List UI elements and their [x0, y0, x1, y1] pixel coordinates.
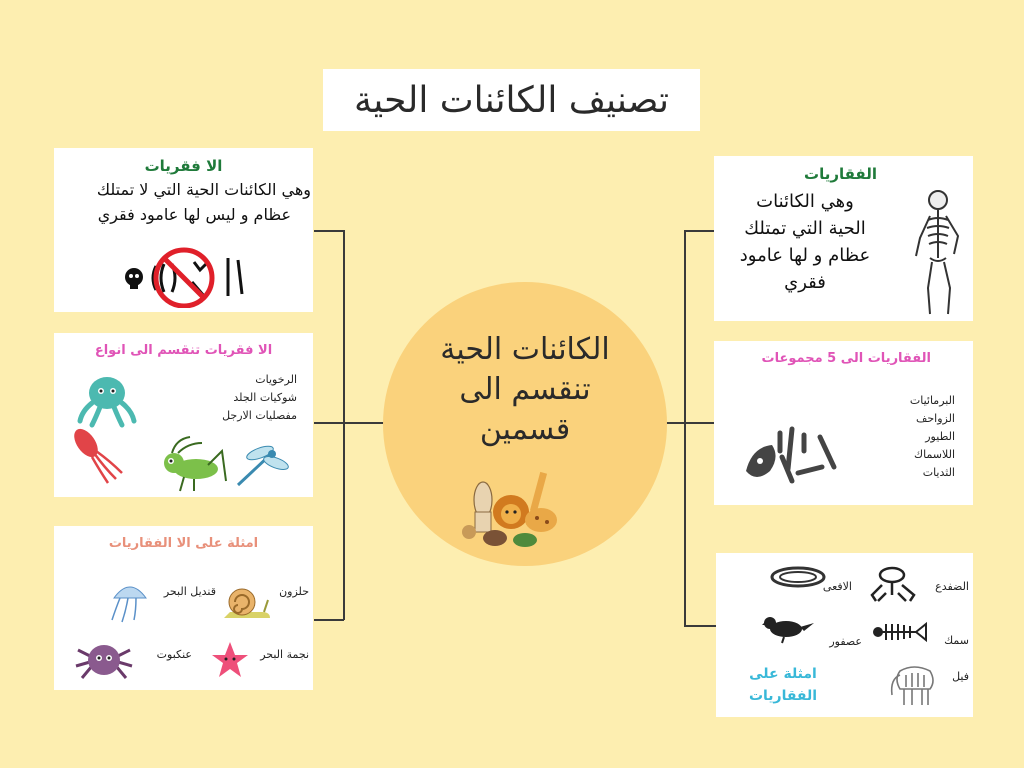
connector-right-mid — [666, 422, 714, 424]
label-frog: الضفدع — [935, 580, 969, 593]
page-title: تصنيف الكائنات الحية — [353, 79, 670, 121]
skeleton-icon — [910, 186, 970, 318]
snake-icon — [768, 563, 828, 591]
vert-group-5: الثديات — [922, 466, 955, 479]
invertebrates-heading: الا فقريات — [144, 157, 223, 175]
label-bird: عصفور — [829, 635, 862, 648]
title-box — [323, 69, 700, 131]
bones-icon — [742, 423, 842, 491]
vertebrates-desc-1: وهي الكائنات — [756, 191, 854, 212]
vert-group-1: البرمائيات — [909, 394, 955, 407]
label-starfish: نجمة البحر — [260, 648, 309, 661]
vertebrates-desc-4: فقري — [784, 272, 826, 293]
vert-group-3: الطيور — [925, 430, 955, 443]
invertebrates-card — [54, 148, 313, 312]
connector-right-top — [684, 230, 714, 232]
connector-left-top — [314, 230, 344, 232]
vertebrates-desc-3: عظام و لها عامود — [739, 245, 871, 266]
connector-left-mid — [314, 422, 384, 424]
vert-groups-card — [714, 341, 973, 505]
invert-examples-card — [54, 526, 313, 690]
jellyfish-icon — [106, 578, 154, 626]
animals-group-icon — [461, 462, 571, 552]
vert-group-2: الزواحف — [915, 412, 955, 425]
vert-examples-card — [716, 553, 973, 717]
frog-skeleton-icon — [866, 563, 920, 603]
connector-left-trunk — [343, 230, 345, 620]
label-jellyfish: قنديل البحر — [163, 585, 216, 598]
octopus-icon — [74, 373, 140, 431]
vert-group-4: اللاسماك — [914, 448, 955, 461]
spider-icon — [74, 636, 134, 682]
no-bones-icon — [120, 244, 250, 308]
grasshopper-icon — [158, 435, 230, 495]
invert-types-card — [54, 333, 313, 497]
elephant-skeleton-icon — [886, 661, 942, 709]
starfish-icon — [210, 640, 250, 680]
vertebrates-card — [714, 156, 973, 321]
invertebrates-desc-2: عظام و ليس لها عامود فقري — [97, 205, 291, 224]
center-line-3: قسمين — [479, 412, 571, 447]
invert-examples-heading: امثلة على الا الفقاريات — [108, 536, 259, 551]
vert-examples-heading-1: امثلة على — [749, 666, 817, 682]
connector-right-trunk — [684, 230, 686, 626]
fish-skeleton-icon — [872, 621, 928, 643]
squid-icon — [72, 425, 130, 487]
label-spider: عنكبوت — [156, 648, 192, 661]
dragonfly-icon — [230, 441, 290, 493]
label-snake: الافعى — [822, 580, 852, 593]
center-line-1: الكائنات الحية — [440, 332, 610, 367]
invert-type-2: شوكيات الجلد — [233, 391, 297, 404]
label-elephant: فيل — [952, 670, 969, 683]
invert-type-1: الرخويات — [255, 373, 297, 386]
vertebrates-heading: الفقاريات — [804, 165, 877, 183]
invert-type-3: مفصليات الارجل — [222, 409, 297, 422]
bird-icon — [762, 611, 814, 645]
snail-icon — [220, 584, 274, 624]
vert-examples-heading-2: الفقاريات — [748, 688, 818, 704]
connector-left-bottom — [314, 619, 344, 621]
center-line-2: تنقسم الى — [459, 372, 591, 407]
label-snail: حلزون — [279, 585, 309, 598]
vert-groups-heading: الفقاريات الى 5 مجموعات — [761, 351, 931, 366]
label-fish: سمك — [944, 634, 969, 647]
invertebrates-desc-1: وهي الكائنات الحية التي لا تمتلك — [96, 180, 311, 199]
vertebrates-desc-2: الحية التي تمتلك — [744, 218, 866, 239]
connector-right-bottom — [684, 625, 716, 627]
invert-types-heading: الا فقريات تنقسم الى انواع — [94, 343, 273, 358]
center-circle — [383, 282, 667, 566]
